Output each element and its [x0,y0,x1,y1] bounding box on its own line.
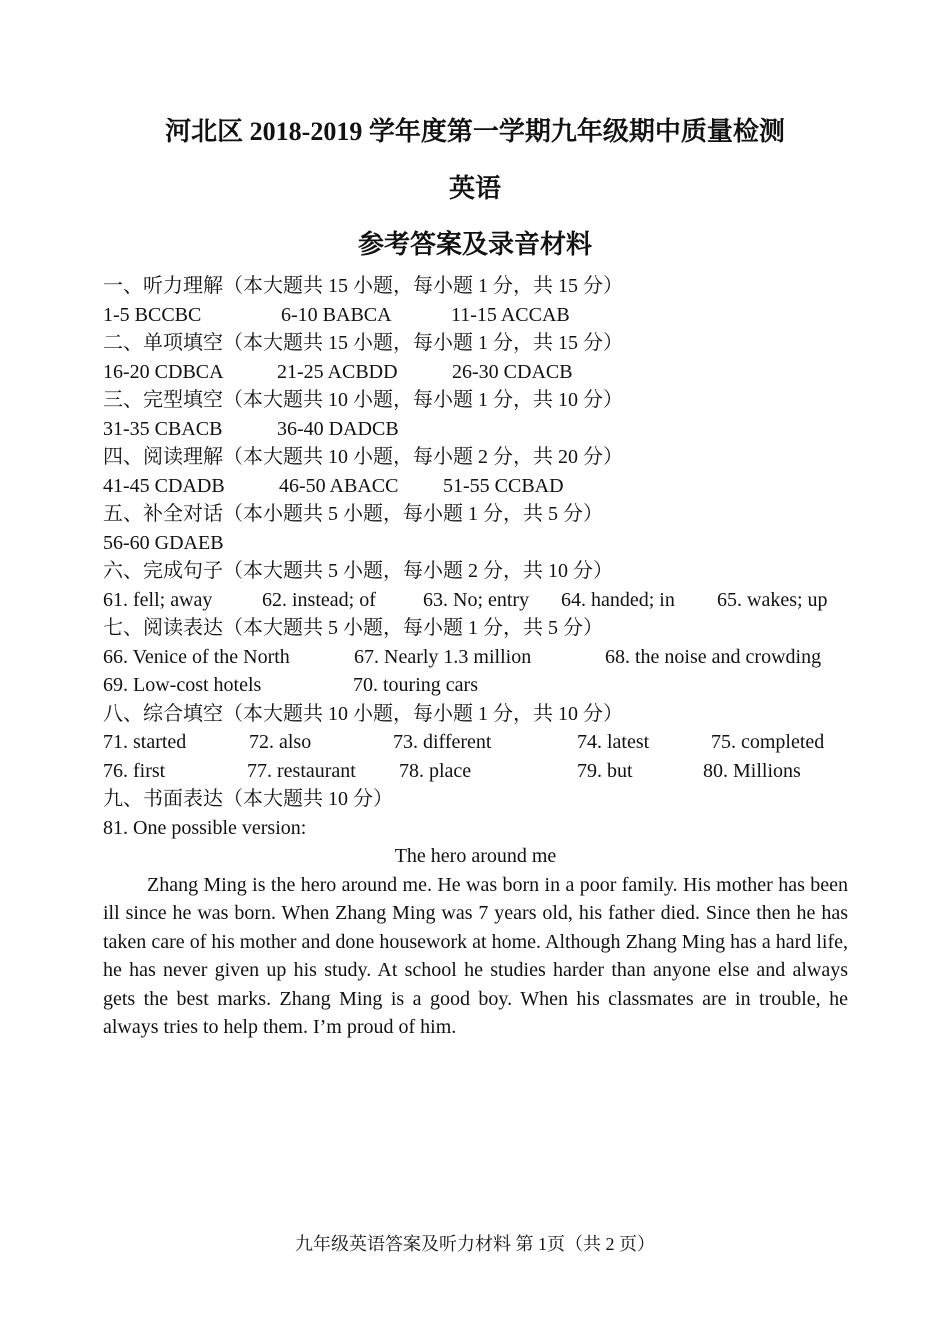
answer-row [103,643,848,672]
answer-group: 16-20 CDBCA [103,360,224,383]
answer-item: 75. completed [711,731,825,753]
answer-group: 26-30 CDACB [452,360,573,383]
section-heading: 六、完成句子（本大题共 5 小题，每小题 2 分，共 10 分） [103,560,613,582]
answer-item: 80. Millions [703,759,801,782]
answer-row [103,415,848,444]
answer-item: 76. first [103,759,166,782]
answer-group: 56-60 GDAEB [103,531,224,554]
answer-item: 69. Low-cost hotels [103,674,262,696]
answer-item: 65. wakes; up [717,588,828,611]
answer-body [103,272,848,1042]
answer-item: 73. different [393,731,492,753]
answer-group: 6-10 BABCA [281,303,392,326]
answer-group: 31-35 CBACB [103,417,223,440]
answer-group: 36-40 DADCB [277,417,399,440]
answer-row [103,472,848,501]
answer-row [103,301,848,330]
answer-item: 68. the noise and crowding [605,645,822,668]
section-heading: 五、补全对话（本小题共 5 小题，每小题 1 分，共 5 分） [103,503,603,525]
answer-group: 11-15 ACCAB [451,303,570,326]
answer-row [103,358,848,387]
answer-item: 63. No; entry [423,588,530,611]
answer-item: 74. latest [577,731,650,753]
answer-row [103,586,848,615]
section-heading: 四、阅读理解（本大题共 10 小题，每小题 2 分，共 20 分） [103,446,623,468]
essay-title: The hero around me [394,845,557,867]
answer-item: 71. started [103,731,187,753]
answer-item: 62. instead; of [262,588,376,611]
answer-item: 66. Venice of the North [103,645,290,668]
answer-item: 67. Nearly 1.3 million [354,645,532,668]
answer-item: 77. restaurant [247,759,356,782]
section-heading: 三、完型填空（本大题共 10 小题，每小题 1 分，共 10 分） [103,389,623,411]
section-heading: 九、书面表达（本大题共 10 分） [103,788,393,810]
answer-group: 21-25 ACBDD [277,360,398,383]
answer-group: 1-5 BCCBC [103,303,202,326]
section-heading: 二、单项填空（本大题共 15 小题，每小题 1 分，共 15 分） [103,332,623,354]
answer-item: 78. place [399,759,472,782]
answer-item: 70. touring cars [353,674,478,696]
version-label: 81. One possible version: [103,816,307,839]
answer-row [103,529,848,558]
subject-title: 英语 [448,174,501,203]
section-heading: 一、听力理解（本大题共 15 小题，每小题 1 分，共 15 分） [103,275,623,297]
answer-row [103,757,848,786]
section-heading: 八、综合填空（本大题共 10 小题，每小题 1 分，共 10 分） [103,702,623,725]
answer-row [103,728,848,757]
answer-item: 72. also [249,731,312,753]
answer-item: 64. handed; in [561,588,675,611]
page-footer: 九年级英语答案及听力材料 第 1页（共 2 页） [295,1234,655,1254]
essay-paragraph: Zhang Ming is the hero around me. He was born in a poor family. His mother has been ill since he was born. When Zhang Ming was 7 years old, his father died. Since then he has taken care of his mother and done housework at home. Although Zhang Ming has a hard life, he has never given up his study. At school he studies harder than anyone else and always gets the best marks. Zhang Ming is a good boy. When his classmates are in trouble, he always tries to help them. I’m proud of him. [103,873,848,1038]
document-subtitle: 参考答案及录音材料 [357,230,592,259]
answer-group: 46-50 ABACC [279,474,399,497]
answer-item: 61. fell; away [103,588,213,611]
answer-row [103,671,848,700]
document-title: 河北区 2018-2019 学年度第一学期九年级期中质量检测 [165,117,785,146]
answer-item: 79. but [577,759,633,782]
section-heading: 七、阅读表达（本大题共 5 小题，每小题 1 分，共 5 分） [103,617,603,639]
answer-group: 41-45 CDADB [103,474,225,497]
answer-group: 51-55 CCBAD [443,474,564,497]
